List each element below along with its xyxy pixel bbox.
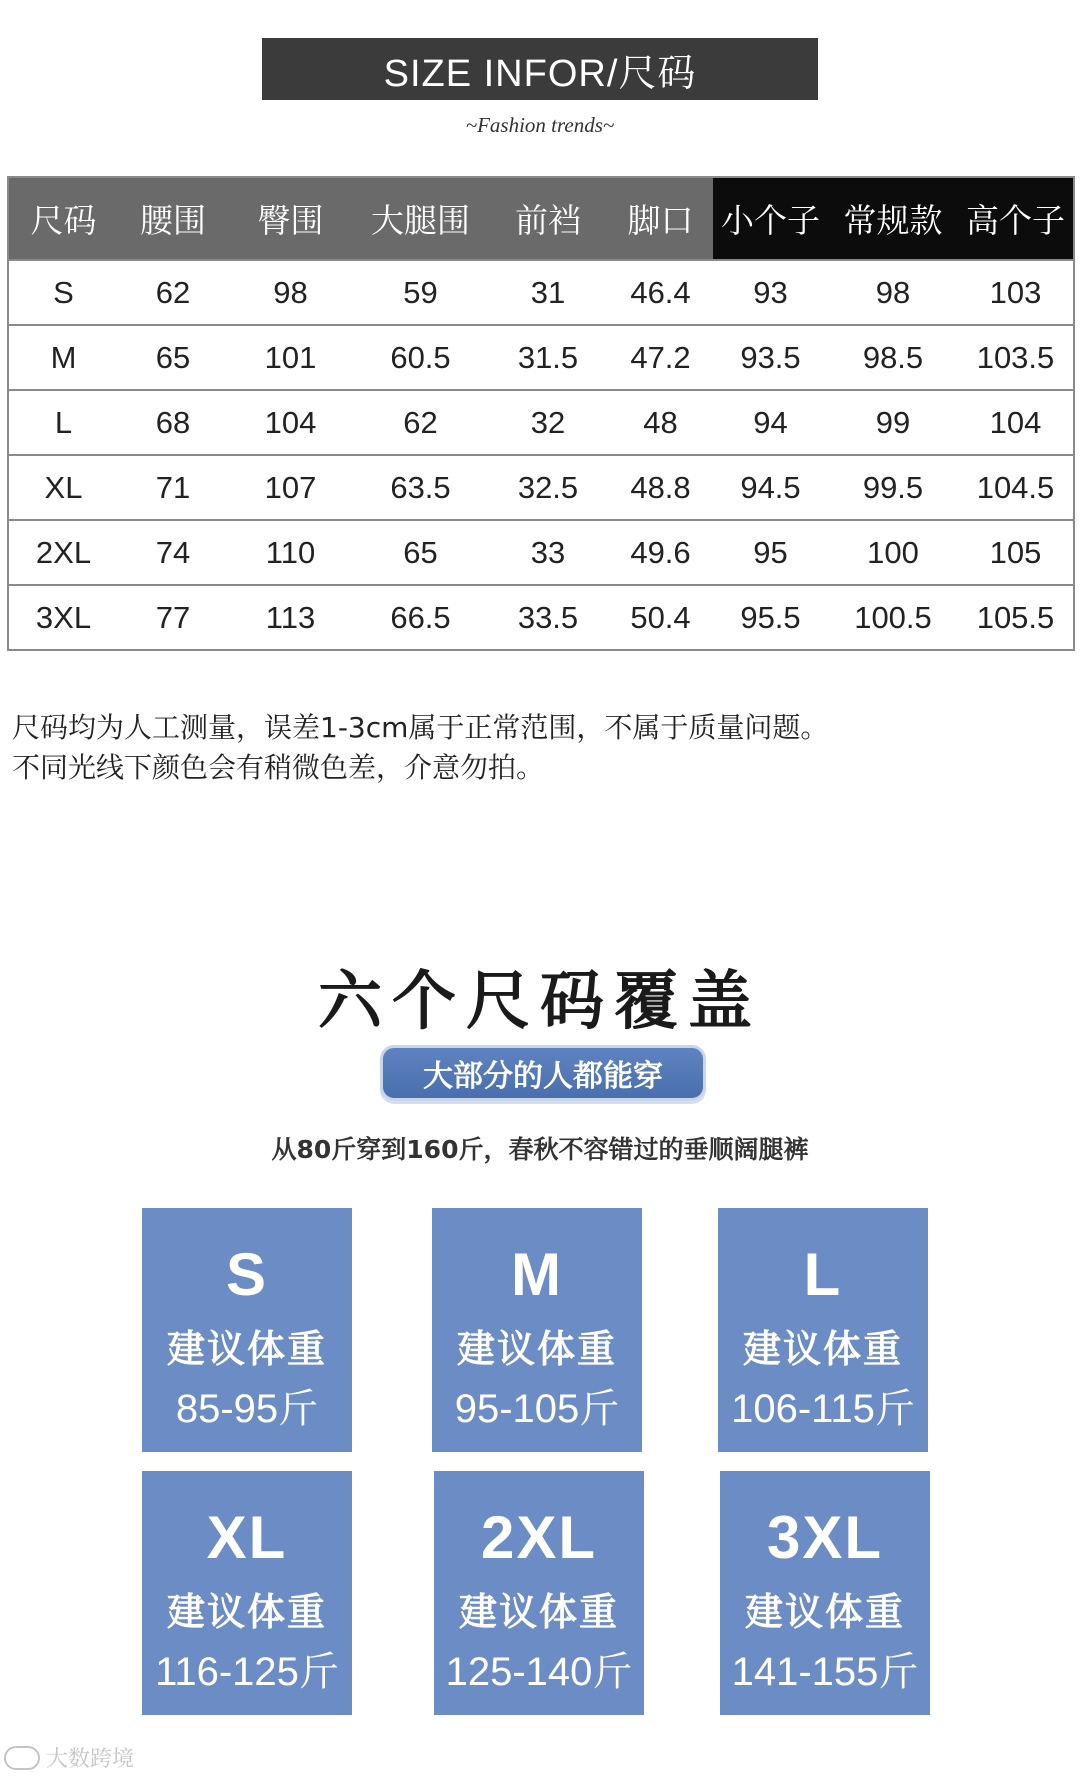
card-weight: 95-105斤	[454, 1387, 620, 1431]
card-weight: 106-115斤	[731, 1387, 915, 1431]
table-cell: 105.5	[958, 585, 1074, 650]
card-size: S	[225, 1241, 269, 1308]
table-cell: 46.4	[608, 260, 713, 325]
table-row	[8, 585, 1074, 650]
card-label: 建议体重	[166, 1327, 327, 1371]
table-cell: 107	[228, 455, 353, 520]
color-note: 不同光线下颜色会有稍微色差，介意勿拍。	[12, 751, 545, 784]
table-cell: 100	[828, 520, 958, 585]
table-cell: 93.5	[713, 325, 828, 390]
table-cell: 62	[118, 260, 228, 325]
table-cell: 32	[488, 390, 608, 455]
table-cell: 100.5	[828, 585, 958, 650]
table-cell: 95.5	[713, 585, 828, 650]
table-cell: 3XL	[8, 585, 118, 650]
table-header-cell: 大腿围	[353, 177, 488, 260]
table-cell: 93	[713, 260, 828, 325]
table-cell: 66.5	[353, 585, 488, 650]
table-cell: 47.2	[608, 325, 713, 390]
table-cell: 98	[228, 260, 353, 325]
table-cell: 105	[958, 520, 1074, 585]
table-cell: 31	[488, 260, 608, 325]
table-cell: 2XL	[8, 520, 118, 585]
table-cell: L	[8, 390, 118, 455]
table-cell: 31.5	[488, 325, 608, 390]
promo-heading: 六个尺码覆盖	[318, 965, 762, 1039]
table-cell: 33	[488, 520, 608, 585]
measurement-note: 尺码均为人工测量，误差1-3cm属于正常范围，不属于质量问题。	[12, 711, 829, 744]
card-weight: 125-140斤	[445, 1650, 633, 1694]
table-cell: 99.5	[828, 455, 958, 520]
card-label: 建议体重	[456, 1327, 617, 1371]
table-cell: 50.4	[608, 585, 713, 650]
table-cell: 113	[228, 585, 353, 650]
table-header-cell: 前裆	[488, 177, 608, 260]
card-size: 2XL	[480, 1504, 598, 1571]
table-cell: 94.5	[713, 455, 828, 520]
card-label: 建议体重	[458, 1590, 619, 1634]
table-row	[8, 520, 1074, 585]
table-cell: 110	[228, 520, 353, 585]
table-cell: 63.5	[353, 455, 488, 520]
size-card-l	[718, 1208, 928, 1452]
table-cell: 98.5	[828, 325, 958, 390]
table-cell: 33.5	[488, 585, 608, 650]
size-table	[7, 176, 1075, 651]
card-weight: 85-95斤	[175, 1387, 319, 1431]
table-cell: 103	[958, 260, 1074, 325]
table-cell: 48.8	[608, 455, 713, 520]
table-cell: 94	[713, 390, 828, 455]
table-header-cell: 脚口	[608, 177, 713, 260]
table-cell: 103.5	[958, 325, 1074, 390]
table-cell: 49.6	[608, 520, 713, 585]
table-header-row	[8, 177, 1074, 260]
card-size: 3XL	[766, 1504, 884, 1571]
promo-tagline: 从80斤穿到160斤，春秋不容错过的垂顺阔腿裤	[271, 1135, 809, 1164]
table-cell: 59	[353, 260, 488, 325]
table-row	[8, 325, 1074, 390]
table-cell: 71	[118, 455, 228, 520]
table-header-cell: 常规款	[828, 177, 958, 260]
table-cell: 77	[118, 585, 228, 650]
card-weight: 116-125斤	[155, 1650, 339, 1694]
table-cell: XL	[8, 455, 118, 520]
table-cell: 104	[958, 390, 1074, 455]
table-row	[8, 390, 1074, 455]
table-cell: 62	[353, 390, 488, 455]
page-title: SIZE INFOR/尺码	[262, 38, 818, 100]
size-card-s	[142, 1208, 352, 1452]
card-label: 建议体重	[744, 1590, 905, 1634]
table-cell: 60.5	[353, 325, 488, 390]
watermark-logo-icon	[4, 1746, 40, 1770]
table-cell: 95	[713, 520, 828, 585]
card-weight: 141-155斤	[731, 1650, 919, 1694]
size-card-3xl	[720, 1471, 930, 1715]
table-cell: 65	[118, 325, 228, 390]
size-card-2xl	[434, 1471, 644, 1715]
table-header-cell: 臀围	[228, 177, 353, 260]
table-cell: 104.5	[958, 455, 1074, 520]
promo-pill-badge: 大部分的人都能穿	[380, 1045, 706, 1101]
table-cell: 101	[228, 325, 353, 390]
size-card-xl	[142, 1471, 352, 1715]
card-size: L	[803, 1241, 843, 1308]
table-row	[8, 260, 1074, 325]
table-header-cell: 腰围	[118, 177, 228, 260]
table-cell: M	[8, 325, 118, 390]
card-size: XL	[206, 1504, 288, 1571]
card-label: 建议体重	[166, 1590, 327, 1634]
page-subtitle: ~Fashion trends~	[465, 113, 615, 137]
size-card-m	[432, 1208, 642, 1452]
table-header-cell: 尺码	[8, 177, 118, 260]
table-header-cell: 高个子	[958, 177, 1074, 260]
table-cell: 74	[118, 520, 228, 585]
watermark	[4, 1742, 134, 1773]
table-cell: S	[8, 260, 118, 325]
table-cell: 104	[228, 390, 353, 455]
card-label: 建议体重	[742, 1327, 903, 1371]
table-cell: 48	[608, 390, 713, 455]
table-cell: 98	[828, 260, 958, 325]
watermark-text: 大数跨境	[46, 1747, 135, 1772]
table-cell: 68	[118, 390, 228, 455]
table-cell: 99	[828, 390, 958, 455]
table-header-cell: 小个子	[713, 177, 828, 260]
card-size: M	[511, 1241, 563, 1308]
table-row	[8, 455, 1074, 520]
table-cell: 65	[353, 520, 488, 585]
table-cell: 32.5	[488, 455, 608, 520]
